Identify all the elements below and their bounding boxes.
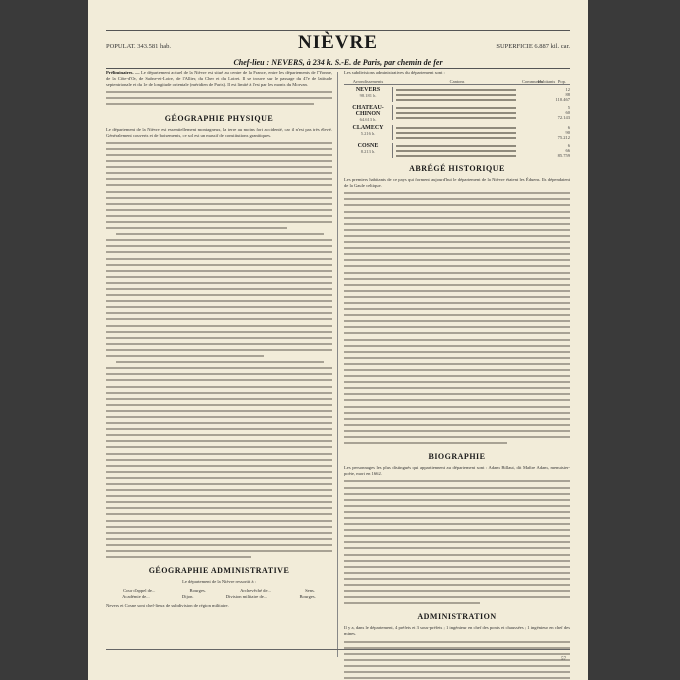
admin-cell: Bourges. [189,588,206,594]
surface-label: SUPERFICIE 6.887 kil. car. [496,43,570,50]
arr-num: 66 [565,148,570,154]
arr-table-header [344,79,570,85]
bottom-rule [106,649,570,650]
arr-num: 6 [567,143,570,149]
right-column [344,70,570,680]
arrondissement-name: CLAMECY [352,125,384,132]
arrondissement-name: COSNE [357,143,379,150]
arr-num: 88 [565,92,570,98]
admin-cell: Dijon. [181,594,194,600]
administration-filler [344,639,570,680]
geographie-administrative-heading: GÉOGRAPHIE ADMINISTRATIVE [148,566,290,576]
arr-head-cell: Arrondissements [352,79,384,85]
admin-cell: Académie de... [122,594,150,600]
arrondissement-pop: 8.213 h. [360,149,376,155]
arr-num: 12 [565,87,570,93]
biographie-filler [344,478,570,606]
population-label: POPULAT. 343.581 hab. [106,43,172,50]
admin-cell: Sens. [305,588,315,594]
arr-head-cell: Communes [522,79,543,85]
arr-head-cell: Cantons [449,79,465,85]
arr-head-cell: Habitants [538,79,556,85]
admin-footer: Nevers et Cosne sont chef-lieux de subdivision de région militaire. [106,603,229,609]
page-title: NIÈVRE [298,32,378,53]
admin-intro: Le département de la Nièvre ressortit à : [182,579,256,585]
admin-cell: Cour d'appel de... [123,588,156,594]
arr-head-cell: Pop. [557,79,567,85]
arrondissement-row [344,125,570,140]
arrondissement-pop: 64.613 h. [359,117,377,123]
arr-num: 85.759 [557,153,570,159]
biographie-text: Les personnages les plus distingués qui appartiennent au département sont : Adam Billaut, dit Maître Adam, menuisier-poète, mort en 1662. [344,465,570,477]
abrege-filler [344,190,570,446]
arrondissement-row [344,143,570,158]
header-rule [106,68,570,69]
arrondissement-pop: 98.181 h. [359,93,377,99]
admin-cell: Archevêché de... [240,588,271,594]
column-divider [337,72,338,657]
admin-table [106,588,332,600]
preliminaires-paragraph [106,70,332,88]
admin-cell: Bourges. [299,594,316,600]
arrondissement-pop: 5.216 h. [360,131,376,137]
arr-num: 5 [567,105,570,111]
abrege-historique-heading: ABRÉGÉ HISTORIQUE [409,164,505,174]
arr-num: 110.467 [555,97,570,103]
arr-num: 72.143 [557,115,570,121]
subdivisions-intro: Les subdivisions administratives du département sont : [344,70,445,75]
top-rule [106,30,570,31]
geographie-physique-heading: GÉOGRAPHIE PHYSIQUE [164,113,274,123]
arr-num: 75.212 [557,135,570,141]
administration-heading: ADMINISTRATION [417,612,497,622]
administration-text: Il y a, dans le département, 4 préfets et 3 sous-préfets ; 1 ingénieur en chef des ponts et chaussées ; 1 ingénieur en chef des mines. [344,625,570,637]
atlas-page [88,0,588,680]
arrondissement-row [344,87,570,102]
preliminaires-text: Le département actuel de la Nièvre est situé au centre de la France, entre les départements de l'Yonne, de la Côte-d'Or, de Saône-et-Loire, de l'Allier, du Cher et du Loiret. Il se trouve sur le passage du 47e de latitude septentrionale et du 1e de longitude orientale (méridien de Paris). Il est limité à l'est par les monts du Morvan. [106,70,333,88]
admin-cell: Division militaire de... [225,594,268,600]
geographie-physique-filler [106,140,332,560]
arrondissement-name: CHATEAU-CHINON [352,105,384,118]
preliminaires-filler [106,89,332,107]
preliminaires-label: Préliminaires. — [106,70,140,75]
biographie-heading: BIOGRAPHIE [428,452,486,462]
page-number: 57 [561,657,566,662]
abrege-historique-text: Les premiers habitants de ce pays qui forment aujourd'hui le département de la Nièvre étaient les Éduens. Ils dépendaient de la Gaule celtique. [344,177,570,189]
arrondissement-name: NEVERS [355,87,381,94]
admin-row [106,594,332,600]
arr-num: 90 [565,130,570,136]
arrondissements-table [344,79,570,158]
arr-num: 60 [565,110,570,116]
arr-num: 6 [567,125,570,131]
arrondissement-row [344,105,570,122]
geographie-physique-text: Le département de la Nièvre est essentiellement montagneux, la terre au moins fort accidenté, car il n'est pas très élevé. Généralement couverts et de boisements, ce sol est un massif de constitutions granitiques. [106,126,332,138]
chef-lieu-line: Chef-lieu : NEVERS, à 234 k. S.-E. de Paris, par chemin de fer [233,58,443,67]
left-column [106,70,332,609]
